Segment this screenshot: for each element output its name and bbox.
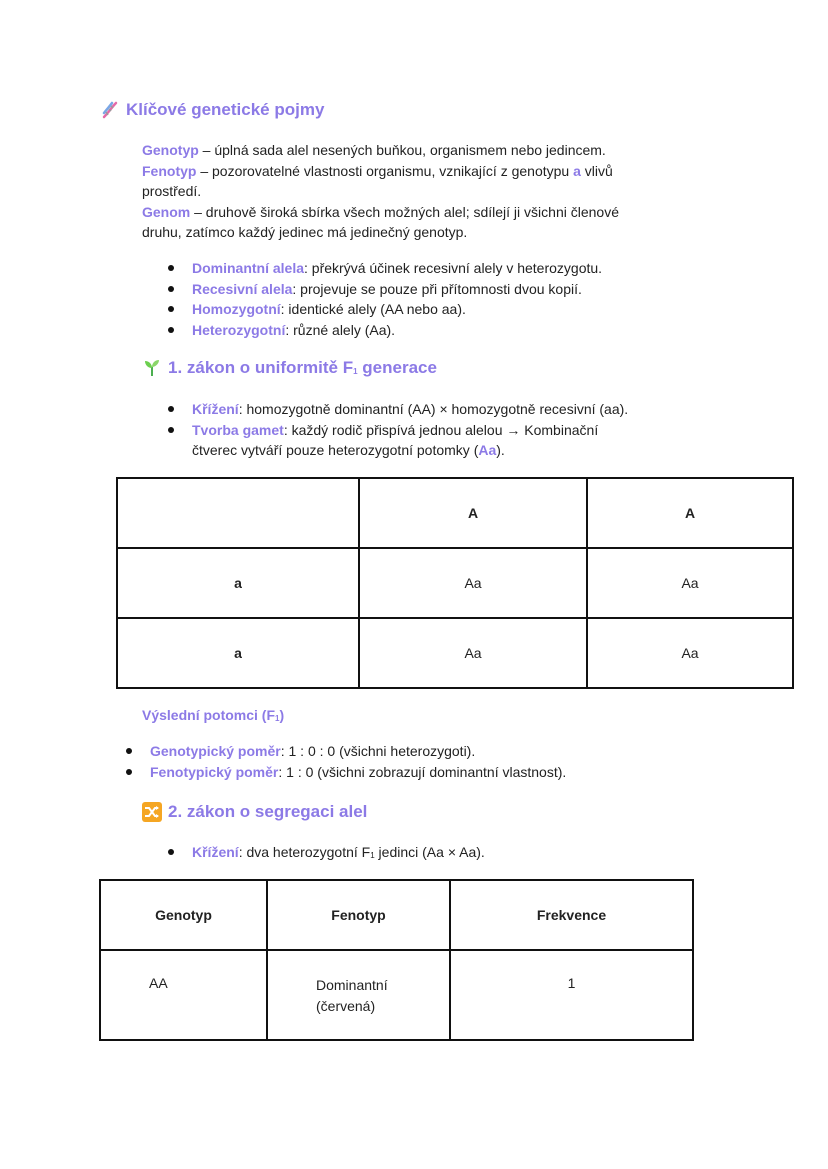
table-header-cell: Fenotyp (267, 880, 450, 950)
table-cell (267, 950, 450, 1040)
term-genotypic-ratio: Genotypický poměr (150, 743, 281, 759)
definition-text: prostředí. (142, 183, 202, 199)
term-homozygous: Homozygotní (192, 301, 281, 317)
table-row-header: a (117, 618, 359, 688)
term-dominant-allele: Dominantní alela (192, 260, 305, 276)
section-title (168, 358, 437, 378)
table-header-row (117, 478, 793, 548)
table-cell: Aa (587, 618, 793, 688)
phenotype-text: Dominantní (316, 977, 388, 993)
shuffle-icon (142, 802, 162, 822)
dna-icon (100, 100, 120, 120)
definition-text: – druhově široká sbírka všech možných alel; sdílejí ji všichni členové (190, 203, 619, 220)
term-genome: Genom (142, 203, 191, 220)
punnett-square (116, 477, 794, 689)
ratio-list (124, 741, 724, 782)
item-text: jedinci (Aa × Aa). (374, 844, 485, 860)
table-cell: AA (100, 950, 267, 1040)
list-item (166, 842, 706, 866)
section-heading-key-terms (100, 100, 324, 120)
term-phenotype: Fenotyp (142, 162, 197, 179)
table-header-cell: A (587, 478, 793, 548)
table-header-cell: Frekvence (450, 880, 693, 950)
list-item (124, 762, 724, 783)
table-cell (117, 478, 359, 548)
table-row (117, 618, 793, 688)
offspring-genotype: Aa (478, 442, 497, 458)
table-header-cell: Genotyp (100, 880, 267, 950)
list-item (166, 420, 706, 461)
table-header-row (100, 880, 693, 950)
definition-genome (142, 202, 702, 243)
table-cell: Aa (359, 618, 587, 688)
definition-text: druhu, zatímco každý jedinec má jedinečný genotyp. (142, 224, 468, 240)
definition-phenotype (142, 161, 702, 202)
term-crossing: Křížení (192, 401, 239, 417)
item-text: : homozygotně dominantní (AA) × homozygotně recesivní (aa). (238, 401, 629, 417)
definition-text: – pozorovatelné vlastnosti organismu, vznikající z genotypu (196, 162, 574, 179)
title-text: 1. zákon o uniformitě F (168, 358, 354, 377)
item-text: : projevuje se pouze při přítomnosti dvou kopií. (292, 280, 582, 297)
list-item (166, 258, 706, 279)
item-text: : identické alely (AA nebo aa). (280, 301, 466, 317)
subtitle-text: Výslední potomci (F (142, 707, 276, 723)
definitions-block (142, 140, 702, 243)
segregation-table (99, 879, 694, 1041)
table-cell: Aa (359, 548, 587, 618)
term-heterozygous: Heterozygotní (192, 321, 286, 338)
section-title: Klíčové genetické pojmy (126, 100, 325, 119)
cross-list-2 (166, 842, 706, 866)
list-item (166, 320, 706, 341)
list-item (166, 399, 706, 420)
seedling-icon (142, 358, 162, 378)
definition-text: – úplná sada alel nesených buňkou, organismem nebo jedincem. (198, 142, 606, 158)
table-header-cell: A (359, 478, 587, 548)
title-text: generace (357, 358, 437, 377)
item-text: čtverec vytváří pouze heterozygotní potomky ( (192, 442, 479, 458)
term-phenotypic-ratio: Fenotypický poměr (150, 763, 279, 780)
table-cell: Aa (587, 548, 793, 618)
table-row-header: a (117, 548, 359, 618)
section-title: 2. zákon o segregaci alel (168, 802, 368, 821)
section-heading-law-2 (142, 802, 367, 822)
term-crossing: Křížení (192, 844, 239, 860)
result-subtitle (142, 705, 284, 729)
subtitle-text: ) (279, 707, 285, 723)
table-row (100, 950, 693, 1040)
table-row (117, 548, 793, 618)
term-gamete-formation: Tvorba gamet (192, 421, 284, 438)
item-text: : každý rodič přispívá jednou alelou → Kombinační (283, 421, 599, 438)
section-heading-law-1 (142, 358, 437, 378)
list-item (166, 279, 706, 300)
item-subscript: 1 (370, 851, 375, 860)
list-item (166, 299, 706, 320)
item-text: ). (496, 442, 505, 458)
table-cell: 1 (450, 950, 693, 1040)
phenotype-text: (červená) (316, 997, 376, 1014)
highlight-and: a (573, 162, 581, 179)
title-subscript: 1 (353, 367, 358, 376)
subtitle-subscript: 1 (275, 714, 280, 723)
definition-text: vlivů (580, 162, 613, 179)
cross-list (166, 399, 706, 461)
item-text: : dva heterozygotní F (238, 844, 371, 860)
item-text: : překrývá účinek recesivní alely v heterozygotu. (304, 260, 603, 276)
definition-genotype (142, 140, 702, 161)
item-text: : 1 : 0 (všichni zobrazují dominantní vlastnost). (278, 763, 567, 780)
list-item (124, 741, 724, 762)
term-recessive-allele: Recesivní alela (192, 280, 293, 297)
item-text: : různé alely (Aa). (285, 321, 396, 338)
term-genotype: Genotyp (142, 142, 199, 158)
allele-terms-list (166, 258, 706, 340)
item-text: : 1 : 0 : 0 (všichni heterozygoti). (280, 743, 476, 759)
